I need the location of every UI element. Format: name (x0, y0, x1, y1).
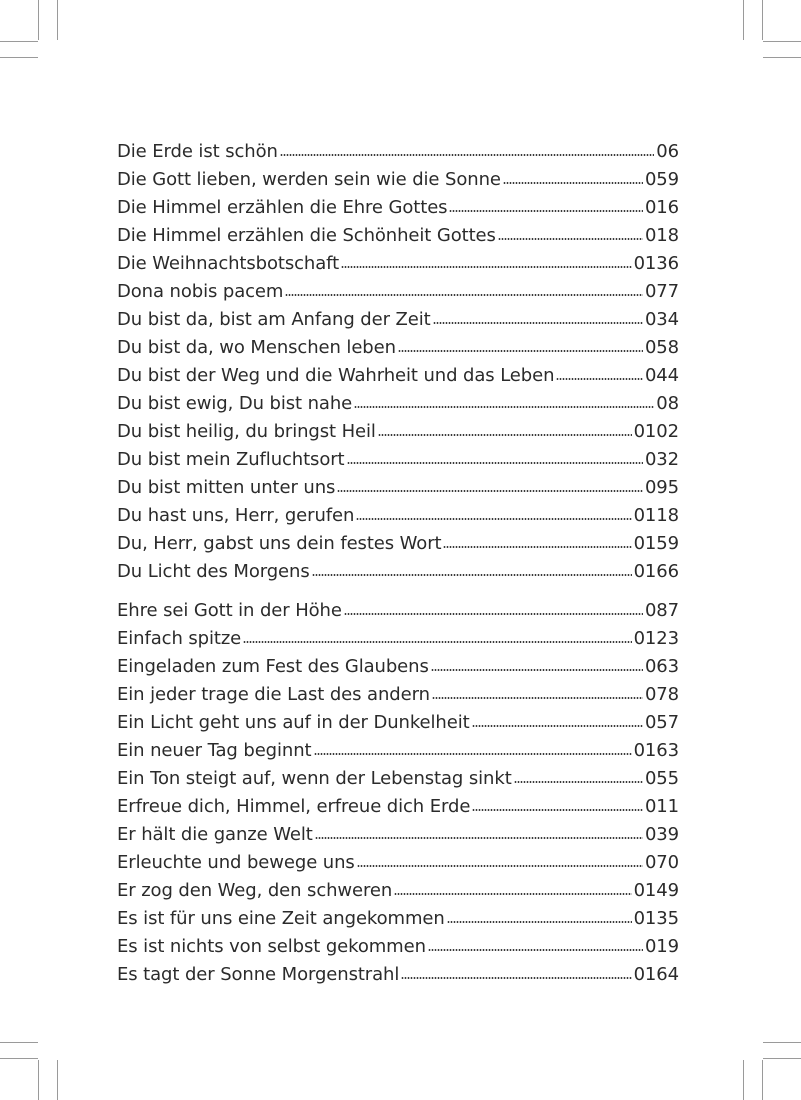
toc-entry (117, 597, 679, 625)
crop-mark-top-right-vertical (743, 0, 744, 40)
toc-entry-title: Du bist der Weg und die Wahrheit und das Leben (117, 365, 555, 386)
dot-leader (556, 378, 643, 380)
dot-leader (354, 406, 654, 408)
toc-entry-page-number: 078 (644, 684, 679, 705)
toc-entry-title: Ein Licht geht uns auf in der Dunkelheit (117, 712, 470, 733)
dot-leader (378, 434, 632, 436)
crop-mark-top-left-horizontal-outer (0, 57, 38, 58)
toc-entry-title: Erfreue dich, Himmel, erfreue dich Erde (117, 796, 471, 817)
toc-entry (117, 933, 679, 961)
dot-leader (449, 210, 642, 212)
toc-entry (117, 681, 679, 709)
toc-entry-page-number: 095 (644, 477, 679, 498)
toc-entry (117, 418, 679, 446)
toc-entry-title: Es ist nichts von selbst gekommen (117, 936, 426, 957)
toc-entry-page-number: 044 (644, 365, 679, 386)
toc-entry (117, 625, 679, 653)
dot-leader (347, 462, 643, 464)
toc-entry-title: Die Himmel erzählen die Ehre Gottes (117, 197, 448, 218)
crop-mark-bottom-left-vertical-outer (57, 1060, 58, 1100)
toc-entry-page-number: 0149 (633, 880, 679, 901)
dot-leader (447, 921, 632, 923)
dot-leader (341, 266, 632, 268)
toc-entry-page-number: 070 (644, 852, 679, 873)
toc-entry-page-number: 0123 (633, 628, 679, 649)
toc-entry-title: Die Weihnachtsbotschaft (117, 253, 340, 274)
dot-leader (344, 613, 643, 615)
toc-entry-page-number: 0118 (633, 505, 679, 526)
toc-entry-title: Ehre sei Gott in der Höhe (117, 600, 342, 621)
toc-entry-title: Du, Herr, gabst uns dein festes Wort (117, 533, 442, 554)
toc-entry-title: Du Licht des Morgens (117, 561, 310, 582)
dot-leader (472, 725, 643, 727)
toc-entry-title: Ein Ton steigt auf, wenn der Lebenstag sinkt (117, 768, 512, 789)
dot-leader (394, 893, 631, 895)
toc-entry-page-number: 0163 (633, 740, 679, 761)
toc-entry-page-number: 039 (644, 824, 679, 845)
toc-entry (117, 765, 679, 793)
dot-leader (314, 753, 632, 755)
toc-entry-title: Du bist da, wo Menschen leben (117, 337, 396, 358)
toc-entry-page-number: 0102 (633, 421, 679, 442)
crop-mark-top-right-vertical-outer (762, 0, 763, 40)
toc-group (117, 138, 679, 586)
toc-entry (117, 446, 679, 474)
dot-leader (401, 977, 631, 979)
toc-entry-title: Es ist für uns eine Zeit angekommen (117, 908, 445, 929)
toc-entry-title: Er zog den Weg, den schweren (117, 880, 393, 901)
toc-entry-title: Du hast uns, Herr, gerufen (117, 505, 355, 526)
toc-entry-page-number: 0135 (633, 908, 679, 929)
toc-entry-page-number: 0164 (633, 964, 679, 985)
toc-entry (117, 278, 679, 306)
toc-entry-page-number: 016 (644, 197, 679, 218)
toc-entry-title: Ein jeder trage die Last des andern (117, 684, 430, 705)
toc-entry-title: Du bist da, bist am Anfang der Zeit (117, 309, 431, 330)
dot-leader (432, 697, 643, 699)
toc-entry (117, 877, 679, 905)
dot-leader (337, 490, 643, 492)
dot-leader (280, 154, 654, 156)
toc-entry (117, 793, 679, 821)
crop-mark-bottom-right-horizontal-outer (763, 1058, 801, 1059)
toc-entry-page-number: 063 (644, 656, 679, 677)
toc-entry (117, 558, 679, 586)
toc-entry-title: Du bist mitten unter uns (117, 477, 336, 498)
crop-mark-top-right-horizontal-outer (763, 57, 801, 58)
toc-entry-page-number: 08 (656, 393, 679, 414)
dot-leader (443, 546, 631, 548)
dot-leader (357, 865, 643, 867)
dot-leader (498, 238, 643, 240)
toc-entry (117, 138, 679, 166)
toc-entry (117, 653, 679, 681)
crop-mark-bottom-left-horizontal (0, 1042, 38, 1043)
toc-entry-title: Es tagt der Sonne Morgenstrahl (117, 964, 400, 985)
crop-mark-bottom-right-vertical (743, 1060, 744, 1100)
toc-entry-page-number: 077 (644, 281, 679, 302)
toc-entry-title: Du bist ewig, Du bist nahe (117, 393, 353, 414)
dot-leader (428, 949, 643, 951)
toc-entry (117, 849, 679, 877)
toc-entry (117, 362, 679, 390)
dot-leader (312, 574, 632, 576)
toc-entry-title: Eingeladen zum Fest des Glaubens (117, 656, 429, 677)
toc-entry-page-number: 0159 (633, 533, 679, 554)
toc-entry-page-number: 059 (644, 169, 679, 190)
dot-leader (315, 837, 643, 839)
toc-entry (117, 222, 679, 250)
toc-entry-page-number: 032 (644, 449, 679, 470)
toc-entry-page-number: 034 (644, 309, 679, 330)
crop-mark-top-left-horizontal (0, 41, 38, 42)
toc-entry-title: Die Himmel erzählen die Schönheit Gottes (117, 225, 496, 246)
dot-leader (243, 641, 631, 643)
crop-mark-top-left-vertical (38, 0, 39, 40)
toc-entry-title: Erleuchte und bewege uns (117, 852, 355, 873)
toc-entry-page-number: 011 (644, 796, 679, 817)
toc-entry (117, 390, 679, 418)
crop-mark-bottom-left-horizontal-outer (0, 1058, 38, 1059)
crop-mark-bottom-left-vertical (38, 1060, 39, 1100)
toc-entry (117, 502, 679, 530)
toc-entry-title: Er hält die ganze Welt (117, 824, 313, 845)
toc-entry (117, 250, 679, 278)
toc-entry-title: Die Gott lieben, werden sein wie die Sonne (117, 169, 501, 190)
toc-entry (117, 961, 679, 989)
toc-entry-title: Ein neuer Tag beginnt (117, 740, 312, 761)
toc-entry-page-number: 06 (656, 141, 679, 162)
toc-group (117, 597, 679, 989)
crop-mark-top-left-vertical-outer (57, 0, 58, 40)
dot-leader (285, 294, 643, 296)
crop-mark-top-right-horizontal (763, 41, 801, 42)
toc-entry (117, 737, 679, 765)
toc-entry (117, 709, 679, 737)
toc-entry-page-number: 055 (644, 768, 679, 789)
dot-leader (431, 669, 643, 671)
crop-mark-bottom-right-horizontal (763, 1042, 801, 1043)
toc-entry-page-number: 058 (644, 337, 679, 358)
toc-entry (117, 166, 679, 194)
dot-leader (514, 781, 643, 783)
toc-entry-title: Einfach spitze (117, 628, 242, 649)
toc-entry-page-number: 0136 (633, 253, 679, 274)
dot-leader (503, 182, 643, 184)
toc-entry (117, 474, 679, 502)
toc-entry-title: Du bist heilig, du bringst Heil (117, 421, 376, 442)
toc-entry-page-number: 087 (644, 600, 679, 621)
dot-leader (433, 322, 643, 324)
toc-entry (117, 821, 679, 849)
toc-entry (117, 905, 679, 933)
toc-entry-page-number: 0166 (633, 561, 679, 582)
toc-entry-title: Dona nobis pacem (117, 281, 284, 302)
toc-entry (117, 530, 679, 558)
crop-mark-bottom-right-vertical-outer (762, 1060, 763, 1100)
toc-entry-page-number: 019 (644, 936, 679, 957)
table-of-contents (117, 138, 679, 989)
toc-entry (117, 334, 679, 362)
toc-entry-page-number: 057 (644, 712, 679, 733)
toc-entry-title: Die Erde ist schön (117, 141, 278, 162)
dot-leader (356, 518, 631, 520)
toc-entry-page-number: 018 (644, 225, 679, 246)
dot-leader (472, 809, 643, 811)
toc-entry (117, 306, 679, 334)
toc-entry (117, 194, 679, 222)
dot-leader (398, 350, 643, 352)
toc-entry-title: Du bist mein Zufluchtsort (117, 449, 345, 470)
